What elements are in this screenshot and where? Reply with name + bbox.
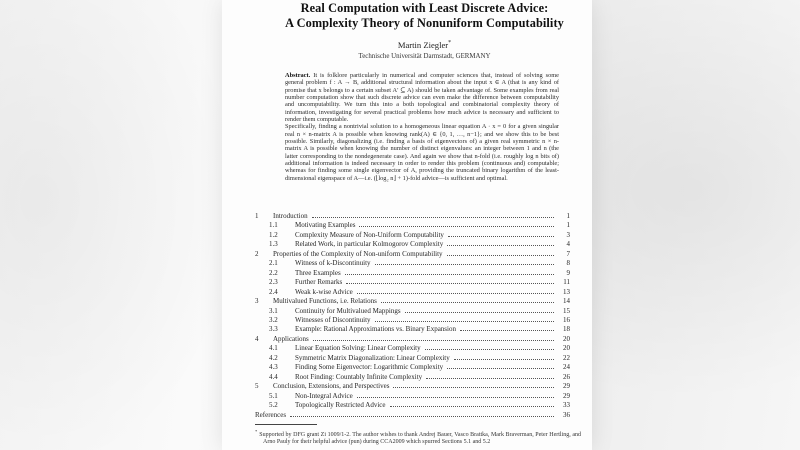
toc-row: [255, 392, 570, 401]
toc-row: [255, 240, 570, 249]
toc-dot-leader: [390, 406, 555, 407]
toc-row: [255, 231, 570, 240]
toc-row: [255, 278, 570, 287]
toc-row: [255, 316, 570, 325]
footnote-rule: [255, 424, 317, 425]
toc-entry-label: Motivating Examples: [295, 221, 356, 230]
toc-dot-leader: [357, 293, 554, 294]
toc-entry-number: 2.2: [269, 268, 278, 277]
toc-entry-number: 2.4: [269, 287, 278, 296]
toc-entry-page: 11: [563, 278, 570, 287]
toc-entry-label: Three Examples: [295, 268, 341, 277]
toc-entry-label: Properties of the Complexity of Non-uniform Computability: [273, 249, 443, 258]
toc-row: [255, 335, 570, 344]
toc-row: [255, 401, 570, 410]
toc-row: [255, 212, 570, 221]
abstract-text-1: It is folklore particularly in numerical and computer sciences that, instead of solving some general problem f : A → B, additional structural information about the input x ∈ A (that is any kind of promise that x belongs to a certain subset A′ ⊆ A) should be taken advantage of. Some examples from real number computation show that such discrete advice can even make the difference between computability and uncomputability. We turn this into a both topological and combinatorial complexity theory of information, investigating for several practical problems how much advice is necessary and sufficient to render them computable.: [285, 72, 559, 124]
toc-dot-leader: [375, 321, 554, 322]
toc-entry-number: 4.4: [269, 372, 278, 381]
toc-entry-label: Symmetric Matrix Diagonalization: Linear Complexity: [295, 353, 450, 362]
toc-row: [255, 325, 570, 334]
toc-entry-label: Introduction: [273, 212, 308, 220]
toc-dot-leader: [381, 302, 554, 303]
toc-entry-number: 3.2: [269, 315, 278, 324]
toc-entry-page: 1: [566, 212, 570, 220]
toc-entry-number: 2.3: [269, 278, 278, 287]
toc-dot-leader: [426, 378, 554, 379]
toc-row: [255, 354, 570, 363]
toc-entry-number: 4.3: [269, 363, 278, 372]
toc-row: [255, 221, 570, 230]
toc-entry-label: Linear Equation Solving: Linear Complexity: [295, 344, 421, 353]
toc-entry-label: Continuity for Multivalued Mappings: [295, 306, 401, 315]
toc-entry-page: 33: [563, 401, 570, 410]
toc-row: [255, 288, 570, 297]
affiliation-line: Technische Universität Darmstadt, GERMANY: [358, 53, 491, 60]
toc-entry-label: Complexity Measure of Non-Uniform Computability: [295, 230, 444, 239]
toc-entry-label: Related Work, in particular Kolmogorov Complexity: [295, 240, 444, 249]
toc-entry-number: 2: [255, 249, 259, 258]
toc-row: [255, 363, 570, 372]
abstract-text-2: Specifically, finding a nontrivial solution to a homogeneous linear equation A · x = 0 for a given singular real n × n-matrix A is possible when knowing rank(A) ∈ {0, 1, …, n−1}; and we show this to be best possible. Similarly, diagonalizing (i.e. finding a basis of eigenvectors of) a given real symmetric n × n-matrix A is possible when knowing the number of distinct eigenvalues: an integer between 1 and n (the latter corresponding to the nondegenerate case). And again we show that n-fold (i.e. roughly log n bits of) additional information is indeed necessary in order to render this problem (continuous and) computable; whereas for finding some single eigenvector of A, providing the truncated binary logarithm of the least-dimensional eigenspace of A—i.e. (⌊log₂ n⌋ + 1)-fold advice—is sufficient and optimal.: [285, 123, 559, 182]
toc-row: [255, 373, 570, 382]
toc-entry-number: 5: [255, 382, 259, 391]
toc-dot-leader: [425, 349, 554, 350]
toc-dot-leader: [290, 416, 554, 417]
toc-entry-page: 15: [563, 306, 570, 315]
paper-title-line1: Real Computation with Least Discrete Advice:: [300, 1, 549, 15]
toc-entry-page: 24: [563, 363, 570, 372]
toc-entry-page: 16: [563, 315, 570, 324]
toc-entry-page: 29: [563, 391, 570, 400]
paper-page: [222, 0, 592, 450]
toc-entry-page: 8: [566, 259, 570, 268]
toc-dot-leader: [346, 283, 554, 284]
toc-row: [255, 259, 570, 268]
abstract-paragraph-1: [285, 72, 559, 123]
toc-entry-number: 5.1: [269, 391, 278, 400]
toc-entry-number: 3: [255, 297, 259, 306]
toc-dot-leader: [357, 397, 554, 398]
toc-entry-number: 2.1: [269, 259, 278, 268]
toc-entry-number: 1: [255, 212, 259, 220]
toc-entry-number: 1.2: [269, 230, 278, 239]
paper-header: [222, 1, 592, 60]
toc-entry-number: 4.1: [269, 344, 278, 353]
toc-entry-page: 7: [566, 249, 570, 258]
toc-dot-leader: [447, 245, 554, 246]
abstract-paragraph-2: [285, 123, 559, 182]
toc-entry-page: 26: [563, 372, 570, 381]
footnote-mark: *: [255, 429, 258, 434]
toc-entry-label: Weak k-wise Advice: [295, 287, 353, 296]
toc-dot-leader: [375, 264, 554, 265]
toc-entry-number: 1.3: [269, 240, 278, 249]
author-line: [257, 40, 592, 50]
toc-entry-number: 3.1: [269, 306, 278, 315]
toc-entry-label: Multivalued Functions, i.e. Relations: [273, 297, 377, 306]
toc-entry-page: 13: [563, 287, 570, 296]
toc-entry-page: 20: [563, 334, 570, 343]
toc-dot-leader: [313, 340, 554, 341]
footnote-text: Supported by DFG grant Zi 1009/1-2. The author wishes to thank Andrej Bauer, Vasco Brattka, Mark Braverman, Peter Hertling, and Arno Pauly for their helpful advice (pun) during CCA2009 which spurred Sections 5.1 and 5.2: [259, 432, 581, 445]
toc-dot-leader: [345, 274, 554, 275]
toc-entry-label: Conclusion, Extensions, and Perspectives: [273, 382, 390, 391]
toc-entry-label: Further Remarks: [295, 278, 343, 287]
toc-row: [255, 307, 570, 316]
toc-entry-number: 4: [255, 334, 259, 343]
toc-entry-label: Example: Rational Approximations vs. Binary Expansion: [295, 325, 456, 334]
toc-entry-page: 18: [563, 325, 570, 334]
abstract-block: [285, 72, 559, 182]
footnote-block: [255, 428, 581, 446]
toc-dot-leader: [460, 330, 554, 331]
toc-row: [255, 411, 570, 420]
toc-entry-page: 1: [566, 221, 570, 230]
toc-row: [255, 344, 570, 353]
toc-entry-number: 3.3: [269, 325, 278, 334]
toc-row: [255, 250, 570, 259]
toc-entry-label: Topologically Restricted Advice: [295, 401, 386, 410]
toc-entry-label: Non-Integral Advice: [295, 391, 353, 400]
toc-entry-label: Witness of k-Discontinuity: [295, 259, 371, 268]
toc-entry-page: 20: [563, 344, 570, 353]
toc-dot-leader: [448, 236, 554, 237]
toc-entry-label: Witnesses of Discontinuity: [295, 315, 371, 324]
toc-dot-leader: [359, 226, 554, 227]
toc-row: [255, 382, 570, 391]
toc-dot-leader: [454, 359, 554, 360]
toc-dot-leader: [447, 368, 554, 369]
toc-dot-leader: [447, 255, 554, 256]
author-name: Martin Ziegler: [397, 40, 449, 50]
toc-entry-page: 9: [566, 268, 570, 277]
toc-dot-leader: [312, 217, 554, 218]
paper-title-line2: A Complexity Theory of Nonuniform Computability: [285, 16, 564, 30]
toc-row: [255, 269, 570, 278]
toc-entry-label: References: [255, 410, 287, 419]
toc-entry-number: 1.1: [269, 221, 278, 230]
toc-entry-page: 29: [563, 382, 570, 391]
toc-entry-number: 4.2: [269, 353, 278, 362]
author-footnote-mark: *: [448, 40, 452, 47]
toc: [255, 212, 570, 420]
toc-entry-label: Finding Some Eigenvector: Logarithmic Complexity: [295, 363, 444, 372]
toc-entry-page: 36: [563, 410, 570, 419]
abstract-label: Abstract.: [285, 72, 311, 79]
toc-entry-label: Applications: [273, 334, 309, 343]
toc-entry-page: 22: [563, 353, 570, 362]
toc-entry-page: 14: [563, 297, 570, 306]
toc-dot-leader: [393, 387, 554, 388]
toc-entry-number: 5.2: [269, 401, 278, 410]
toc-entry-page: 4: [566, 240, 570, 249]
toc-entry-page: 3: [566, 230, 570, 239]
toc-row: [255, 297, 570, 306]
toc-entry-label: Root Finding: Countably Infinite Complexity: [295, 372, 423, 381]
toc-dot-leader: [405, 312, 554, 313]
